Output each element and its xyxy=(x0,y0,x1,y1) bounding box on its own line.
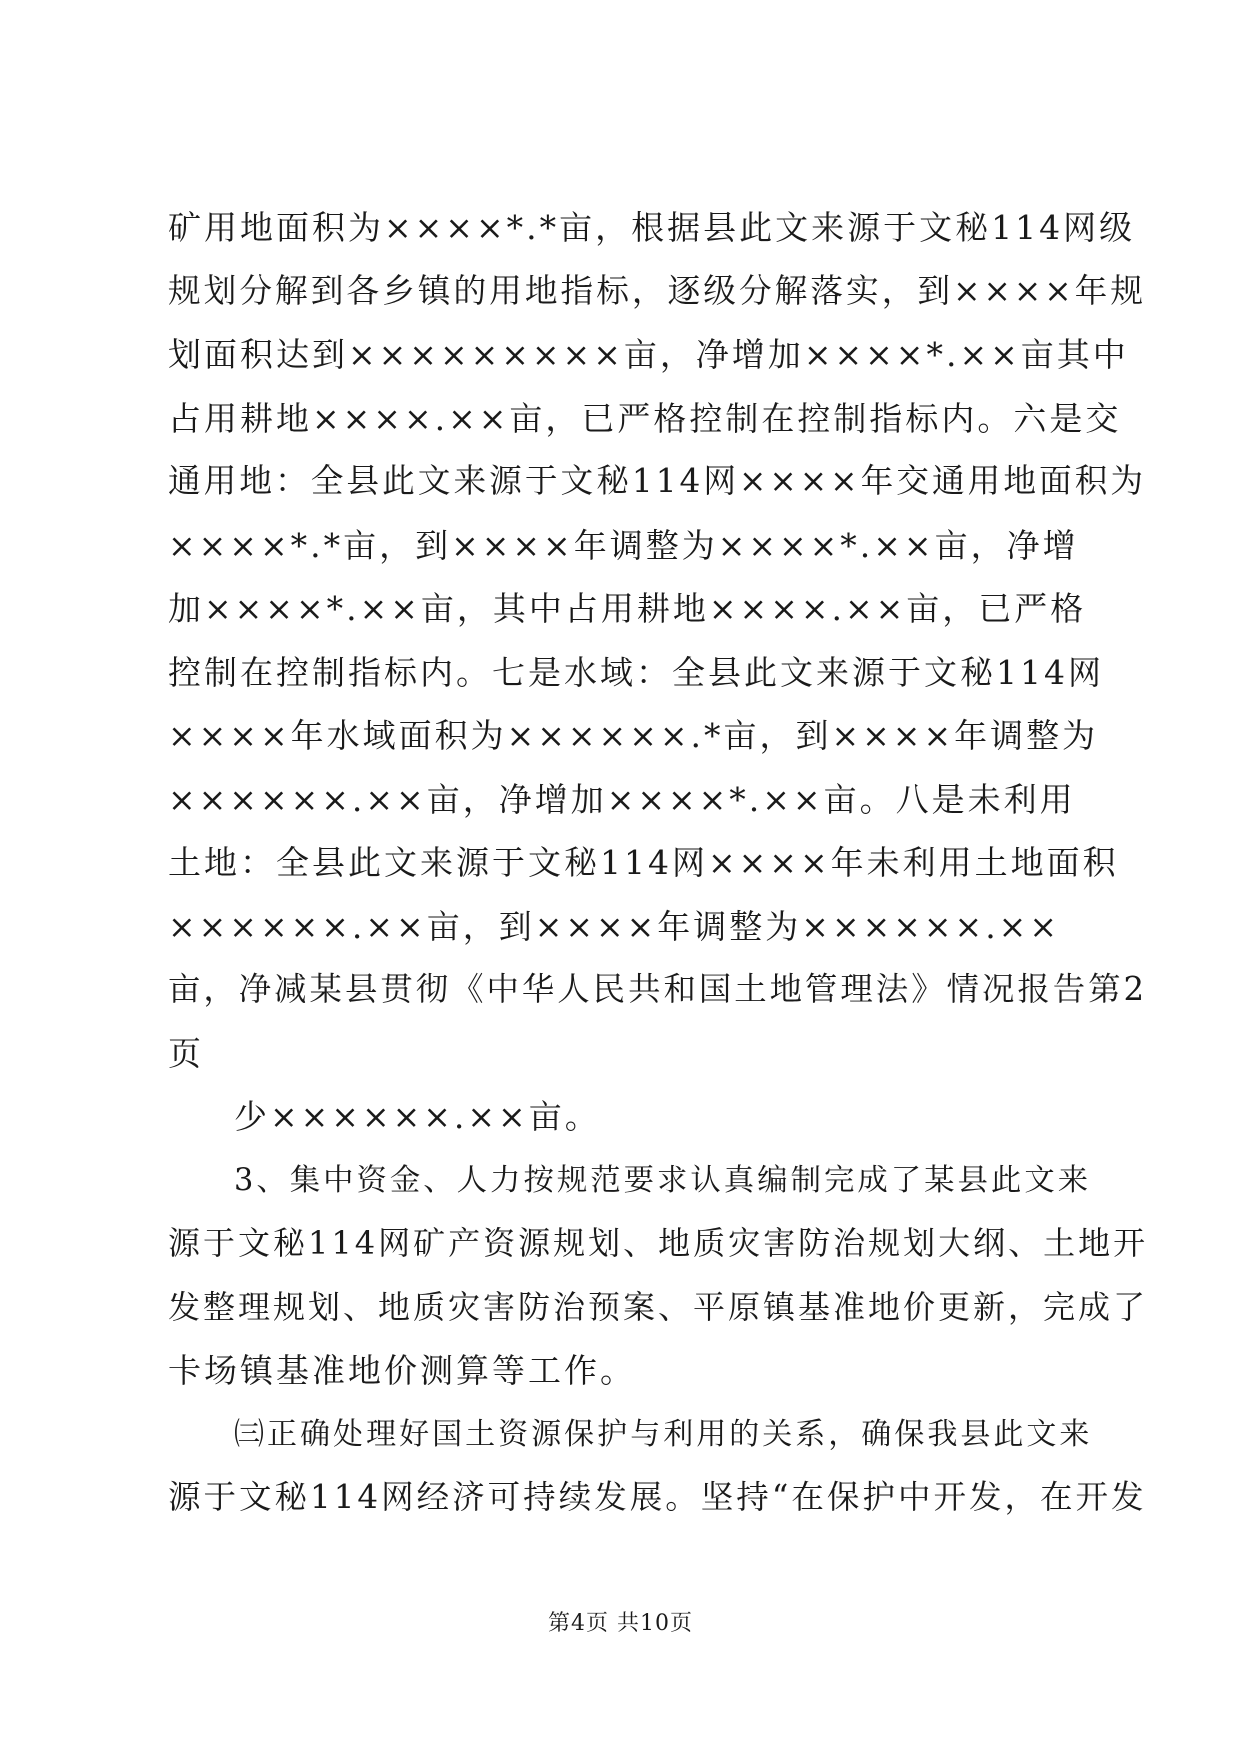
text-line: 通用地：全县此文来源于文秘114网××××年交通用地面积为 xyxy=(168,462,1147,500)
text-line: 亩，净减某县贯彻《中华人民共和国土地管理法》情况报告第2 xyxy=(168,970,1148,1008)
text-line: 土地：全县此文来源于文秘114网××××年未利用土地面积 xyxy=(168,843,1119,882)
text-line: 少××××××.××亩。 xyxy=(234,1097,601,1136)
text-line: 占用耕地××××.××亩，已严格控制在控制指标内。六是交 xyxy=(168,398,1122,438)
text-line: 划面积达到×××××××××亩，净增加××××*.××亩其中 xyxy=(168,335,1129,374)
text-line: 源于文秘114网经济可持续发展。坚持“在保护中开发，在开发 xyxy=(168,1478,1147,1516)
body-text xyxy=(168,196,1149,1530)
text-line: 加××××*.××亩，其中占用耕地××××.××亩，已严格 xyxy=(168,589,1087,628)
text-line: ××××*.*亩，到××××年调整为××××*.××亩，净增 xyxy=(168,525,1079,565)
text-line: 规划分解到各乡镇的用地指标，逐级分解落实，到××××年规 xyxy=(168,271,1147,310)
text-line: ××××××.××亩，净增加××××*.××亩。八是未利用 xyxy=(168,779,1076,819)
page-number: 第4页 共10页 xyxy=(548,1611,693,1636)
text-line: 页 xyxy=(168,1033,204,1073)
paragraph-start: 3、集中资金、人力按规范要求认真编制完成了某县此文来 xyxy=(234,1162,1092,1198)
text-line: 发整理规划、地质灾害防治预案、平原镇基准地价更新，完成了 xyxy=(168,1287,1149,1326)
text-line: ××××××.××亩，到××××年调整为××××××.×× xyxy=(168,906,1060,946)
text-line: ××××年水域面积为××××××.*亩，到××××年调整为 xyxy=(168,716,1099,755)
paragraph-start: ㈢正确处理好国土资源保护与利用的关系，确保我县此文来 xyxy=(234,1416,1093,1452)
text-line: 控制在控制指标内。七是水域：全县此文来源于文秘114网 xyxy=(168,652,1104,692)
text-line: 卡场镇基准地价测算等工作。 xyxy=(168,1351,636,1390)
text-line: 矿用地面积为××××*.*亩，根据县此文来源于文秘114网级 xyxy=(168,208,1136,247)
page-footer xyxy=(0,1606,1241,1637)
text-line: 源于文秘114网矿产资源规划、地质灾害防治规划大纲、土地开 xyxy=(168,1224,1149,1262)
